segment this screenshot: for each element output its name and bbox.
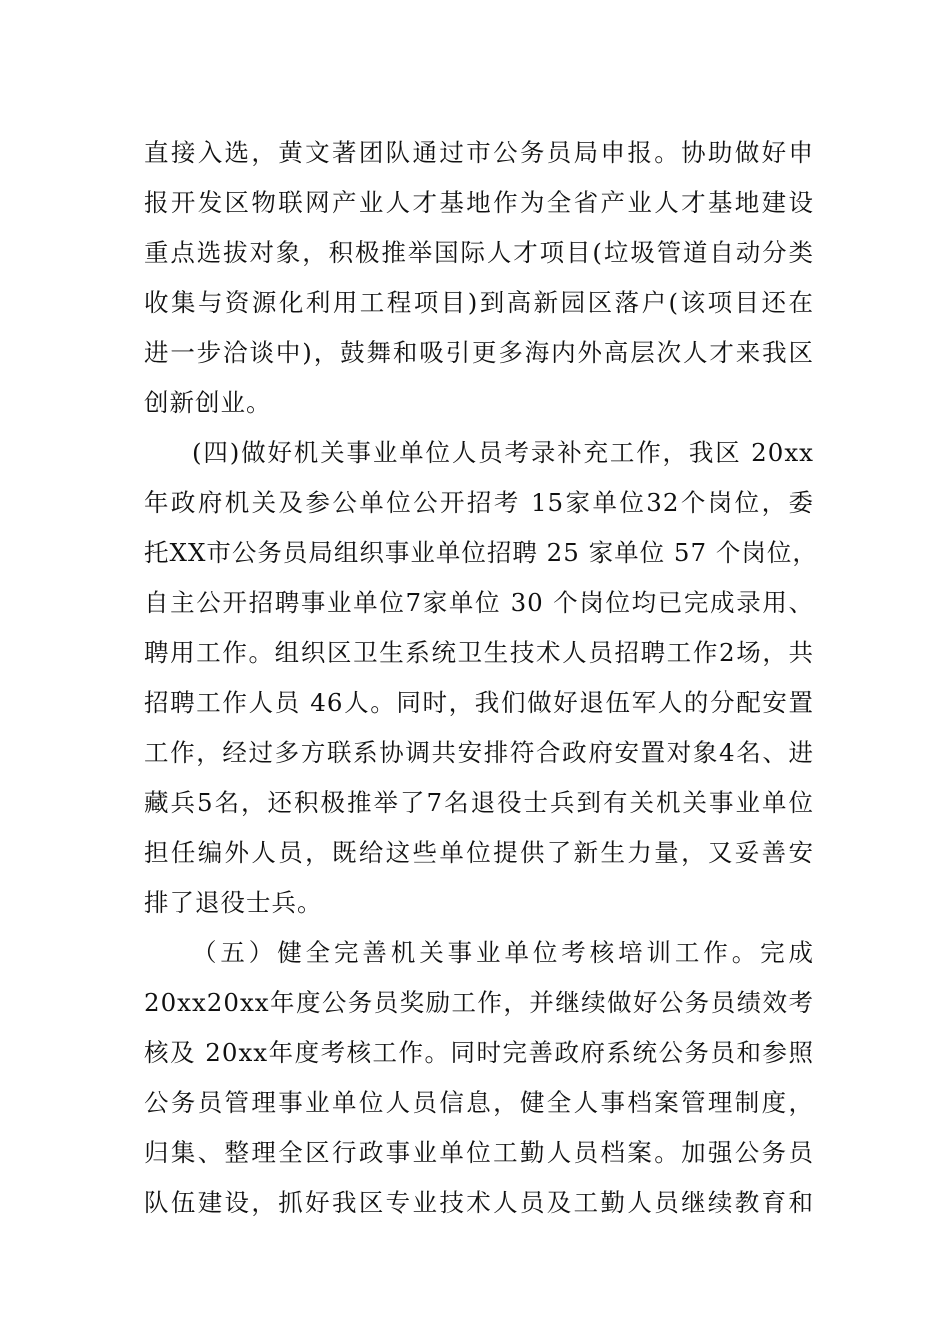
text-line: 托XX市公务员局组织事业单位招聘 25 家单位 57 个岗位， — [144, 538, 818, 567]
text-line: 收集与资源化利用工程项目)到高新园区落户(该项目还在 — [144, 288, 814, 317]
text-line: 进一步洽谈中)，鼓舞和吸引更多海内外高层次人才来我区 — [144, 338, 814, 367]
text-line: 自主公开招聘事业单位7家单位 30 个岗位均已完成录用、 — [144, 588, 814, 617]
text-line: 核及 20xx年度考核工作。同时完善政府系统公务员和参照 — [144, 1038, 814, 1067]
text-line: 藏兵5名，还积极推举了7名退役士兵到有关机关事业单位 — [144, 788, 814, 817]
text-line: 招聘工作人员 46人。同时，我们做好退伍军人的分配安置 — [144, 688, 814, 717]
text-line: 年政府机关及参公单位公开招考 15家单位32个岗位，委 — [144, 488, 814, 517]
text-line: 担任编外人员，既给这些单位提供了新生力量，又妥善安 — [144, 838, 814, 867]
text-line: 公务员管理事业单位人员信息，健全人事档案管理制度， — [144, 1088, 814, 1117]
text-line: 工作，经过多方联系协调共安排符合政府安置对象4名、进 — [144, 738, 814, 767]
text-line: 创新创业。 — [144, 388, 272, 417]
text-line: 排了退役士兵。 — [144, 888, 323, 917]
text-line: 直接入选，黄文著团队通过市公务员局申报。协助做好申 — [144, 138, 814, 167]
paragraph-start-line: (四)做好机关事业单位人员考录补充工作，我区 20xx — [192, 438, 814, 467]
text-line: 队伍建设，抓好我区专业技术人员及工勤人员继续教育和 — [144, 1188, 814, 1217]
document-body — [144, 128, 818, 1228]
text-line: 重点选拔对象，积极推举国际人才项目(垃圾管道自动分类 — [144, 238, 814, 267]
text-line: 20xx20xx年度公务员奖励工作，并继续做好公务员绩效考 — [144, 988, 814, 1017]
text-line: 归集、整理全区行政事业单位工勤人员档案。加强公务员 — [144, 1138, 814, 1167]
text-line: 报开发区物联网产业人才基地作为全省产业人才基地建设 — [144, 188, 814, 217]
text-line: 聘用工作。组织区卫生系统卫生技术人员招聘工作2场，共 — [144, 638, 814, 667]
paragraph-start-line: （五）健全完善机关事业单位考核培训工作。完成 — [192, 938, 814, 967]
